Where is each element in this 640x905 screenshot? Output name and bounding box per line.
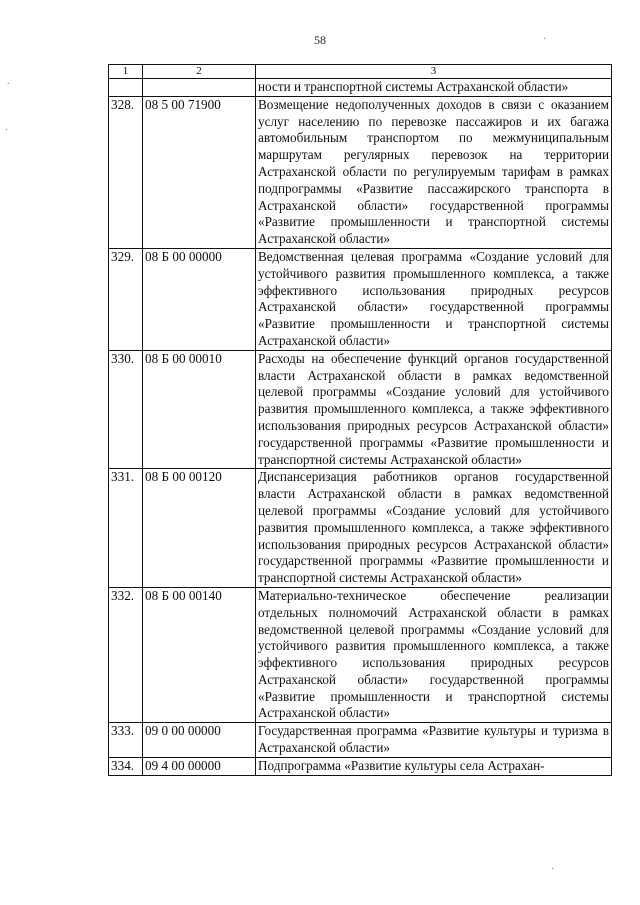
row-code-cell: 08 Б 00 00140: [143, 587, 256, 722]
header-col-1: 1: [109, 65, 143, 79]
row-code-cell: 08 5 00 71900: [143, 96, 256, 248]
row-description-cell: Подпрограмма «Развитие культуры села Астрахан-: [256, 757, 612, 775]
table-header-row: [109, 65, 612, 79]
row-description-cell: Государственная программа «Развитие культуры и туризма в Астраханской области»: [256, 723, 612, 758]
scan-speck: ·: [5, 125, 9, 136]
table-row: [109, 469, 612, 588]
row-code-cell: 08 Б 00 00010: [143, 350, 256, 469]
scan-speck: .: [7, 76, 10, 87]
table-row-continuation: [109, 79, 612, 97]
table-row: [109, 757, 612, 775]
row-description-cell: Возмещение недополученных доходов в связи с оказанием услуг населению по перевозке пассажиров и их багажа автомобильным транспортом по межмуниципальным маршрутам регулярных перевозок на территории Астраханской области по регулируемым тарифам в рамках подпрограммы «Развитие пассажирского транспорта в Астраханской области» государственной программы «Развитие промышленности и транспортной системы Астраханской области»: [256, 96, 612, 248]
row-description-cell: Ведомственная целевая программа «Создание условий для устойчивого развития промышленного комплекса, а также эффективного использования природных ресурсов Астраханской области» государственной программы «Развитие промышленности и транспортной системы Астраханской области»: [256, 248, 612, 350]
row-code-cell: 08 Б 00 00120: [143, 469, 256, 588]
row-code-cell: 09 0 00 00000: [143, 723, 256, 758]
header-col-3: 3: [256, 65, 612, 79]
row-number-cell: 334.: [109, 757, 143, 775]
row-description-cell: Диспансеризация работников органов государственной власти Астраханской области в рамках ведомственной целевой программы «Создание условий для устойчивого развития промышленного комплекса, а также эффективного использования природных ресурсов Астраханской области» государственной программы «Развитие промышленности и транспортной системы Астраханской области»: [256, 469, 612, 588]
scan-speck: ·: [543, 34, 547, 45]
row-description-cell: Материально-техническое обеспечение реализации отдельных полномочий Астраханской области в рамках ведомственной целевой программы «Создание условий для устойчивого развития промышленного комплекса, а также эффективного использования природных ресурсов Астраханской области» государственной программы «Развитие промышленности и транспортной системы Астраханской области»: [256, 587, 612, 722]
row-description-cell: ности и транспортной системы Астраханской области»: [256, 79, 612, 97]
row-number-cell: 328.: [109, 96, 143, 248]
page-number: 58: [314, 33, 326, 47]
table-row: [109, 723, 612, 758]
budget-code-table: [108, 64, 612, 776]
header-col-2: 2: [143, 65, 256, 79]
row-number-cell: 329.: [109, 248, 143, 350]
row-code-cell: [143, 79, 256, 97]
row-number-cell: 330.: [109, 350, 143, 469]
table-row: [109, 248, 612, 350]
row-number-cell: [109, 79, 143, 97]
table-row: [109, 587, 612, 722]
scan-speck: ·: [551, 864, 555, 875]
row-number-cell: 331.: [109, 469, 143, 588]
row-description-cell: Расходы на обеспечение функций органов государственной власти Астраханской области в рамках ведомственной целевой программы «Создание условий для устойчивого развития промышленного комплекса, а также эффективного использования природных ресурсов Астраханской области» государственной программы «Развитие промышленности и транспортной системы Астраханской области»: [256, 350, 612, 469]
table-row: [109, 96, 612, 248]
row-code-cell: 08 Б 00 00000: [143, 248, 256, 350]
row-number-cell: 333.: [109, 723, 143, 758]
row-number-cell: 332.: [109, 587, 143, 722]
row-code-cell: 09 4 00 00000: [143, 757, 256, 775]
table-row: [109, 350, 612, 469]
